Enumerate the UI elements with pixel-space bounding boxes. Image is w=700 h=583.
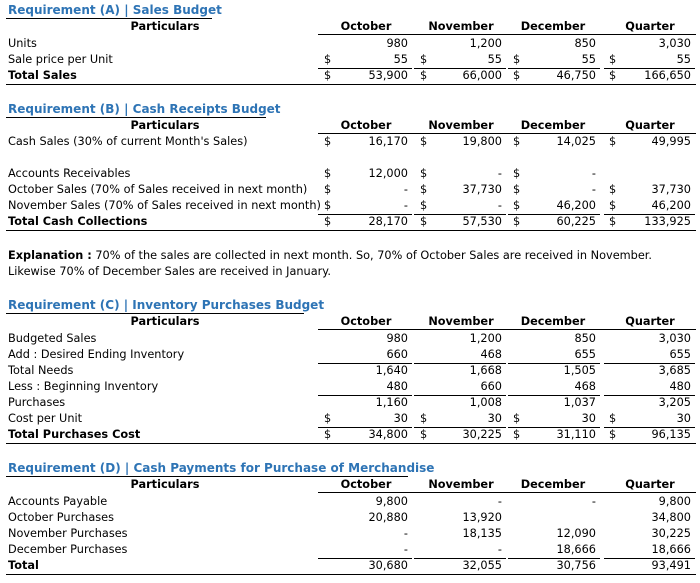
cell-value: 980 — [386, 37, 408, 50]
total-line — [414, 363, 506, 364]
table-row — [0, 395, 700, 411]
cell-value: 57,530 — [462, 215, 502, 228]
explanation-paragraph — [8, 248, 696, 280]
table-row — [0, 427, 700, 443]
cell-value: 20,880 — [368, 511, 408, 524]
total-line — [318, 427, 412, 428]
total-line — [414, 558, 506, 559]
cell-value: 3,030 — [658, 332, 691, 345]
column-header-row — [0, 478, 700, 492]
table-row — [0, 214, 700, 230]
total-line — [508, 558, 600, 559]
total-line — [414, 427, 506, 428]
cell-value: 60,225 — [556, 215, 596, 228]
month-header: November — [428, 20, 494, 33]
cell-value: - — [497, 495, 502, 508]
cell-value: 66,000 — [462, 69, 502, 82]
currency-symbol: $ — [609, 412, 617, 425]
cell-value: - — [403, 543, 408, 556]
currency-symbol: $ — [324, 183, 332, 196]
month-header: December — [520, 478, 586, 491]
month-header: October — [340, 119, 392, 132]
total-line — [318, 363, 412, 364]
table-row — [0, 182, 700, 198]
cell-value: 16,170 — [368, 135, 408, 148]
row-underline — [6, 574, 696, 575]
section-title: Requirement (C) | Inventory Purchases Budget — [8, 298, 325, 312]
cell-value: 1,200 — [469, 37, 502, 50]
cell-value: 14,025 — [556, 135, 596, 148]
table-row — [0, 510, 700, 526]
total-line — [508, 395, 600, 396]
section-title: Requirement (A) | Sales Budget — [8, 3, 222, 17]
cell-value: 30 — [487, 412, 502, 425]
cell-value: 12,000 — [368, 167, 408, 180]
cell-value: 1,505 — [563, 364, 596, 377]
month-header: December — [520, 20, 586, 33]
month-header: December — [520, 315, 586, 328]
currency-symbol: $ — [420, 199, 428, 212]
total-line — [604, 427, 695, 428]
cell-value: - — [497, 199, 502, 212]
cell-value: 28,170 — [368, 215, 408, 228]
currency-symbol: $ — [420, 428, 428, 441]
cell-value: - — [591, 183, 596, 196]
total-line — [604, 558, 695, 559]
header-underline — [318, 329, 696, 330]
cell-value: 37,730 — [462, 183, 502, 196]
title-underline — [6, 476, 408, 477]
month-header: October — [340, 478, 392, 491]
month-header: October — [340, 20, 392, 33]
currency-symbol: $ — [324, 412, 332, 425]
cell-value: 18,666 — [651, 543, 691, 556]
cell-value: 37,730 — [651, 183, 691, 196]
table-row — [0, 166, 700, 182]
cell-value: 30,225 — [651, 527, 691, 540]
header-underline — [318, 34, 696, 35]
month-header: November — [428, 315, 494, 328]
cell-value: 18,666 — [556, 543, 596, 556]
cell-value: 46,200 — [556, 199, 596, 212]
month-header: November — [428, 119, 494, 132]
total-line — [604, 68, 695, 69]
total-line — [508, 68, 600, 69]
currency-symbol: $ — [609, 199, 617, 212]
currency-symbol: $ — [324, 69, 332, 82]
month-header: November — [428, 478, 494, 491]
total-line — [318, 558, 412, 559]
row-label: Budgeted Sales — [8, 332, 97, 345]
total-line — [604, 363, 695, 364]
table-row — [0, 558, 700, 574]
currency-symbol: $ — [609, 135, 617, 148]
currency-symbol: $ — [324, 215, 332, 228]
cell-value: 93,491 — [651, 559, 691, 572]
currency-symbol: $ — [420, 183, 428, 196]
month-header: Quarter — [625, 119, 675, 132]
cell-value: 655 — [574, 348, 596, 361]
cell-value: 468 — [480, 348, 502, 361]
row-underline — [6, 443, 696, 444]
row-label: Total Purchases Cost — [8, 428, 141, 441]
cell-value: 34,800 — [368, 428, 408, 441]
cell-value: 12,090 — [556, 527, 596, 540]
cell-value: 9,800 — [375, 495, 408, 508]
cell-value: 18,135 — [462, 527, 502, 540]
currency-symbol: $ — [324, 135, 332, 148]
cell-value: 34,800 — [651, 511, 691, 524]
cell-value: 850 — [574, 37, 596, 50]
currency-symbol: $ — [513, 135, 521, 148]
month-header: December — [520, 119, 586, 132]
cell-value: - — [403, 527, 408, 540]
row-label: Units — [8, 37, 37, 50]
row-label: Less : Beginning Inventory — [8, 380, 159, 393]
currency-symbol: $ — [324, 167, 332, 180]
total-line — [604, 395, 695, 396]
cell-value: 9,800 — [658, 495, 691, 508]
currency-symbol: $ — [513, 215, 521, 228]
section-title: Requirement (D) | Cash Payments for Purchase of Merchandise — [8, 461, 435, 475]
cell-value: 133,925 — [644, 215, 691, 228]
total-line — [318, 68, 412, 69]
particulars-header: Particulars — [130, 119, 200, 132]
total-line — [414, 395, 506, 396]
cell-value: 55 — [581, 53, 596, 66]
column-header-row — [0, 119, 700, 133]
cell-value: 30 — [581, 412, 596, 425]
column-header-row — [0, 315, 700, 329]
cell-value: 1,668 — [469, 364, 502, 377]
table-row — [0, 411, 700, 427]
cell-value: 1,160 — [375, 396, 408, 409]
cell-value: 46,750 — [556, 69, 596, 82]
cell-value: - — [591, 495, 596, 508]
total-line — [508, 363, 600, 364]
table-row — [0, 198, 700, 214]
cell-value: 3,205 — [658, 396, 691, 409]
currency-symbol: $ — [609, 215, 617, 228]
row-label: October Sales (70% of Sales received in next month) — [8, 183, 308, 196]
month-header: Quarter — [625, 478, 675, 491]
particulars-header: Particulars — [130, 478, 200, 491]
cell-value: 55 — [393, 53, 408, 66]
cell-value: 1,200 — [469, 332, 502, 345]
row-label: October Purchases — [8, 511, 114, 524]
table-row — [0, 36, 700, 52]
title-underline — [6, 18, 212, 19]
row-label: Total — [8, 559, 39, 572]
month-header: Quarter — [625, 20, 675, 33]
row-label: Total Needs — [8, 364, 74, 377]
cell-value: 55 — [487, 53, 502, 66]
currency-symbol: $ — [513, 412, 521, 425]
cell-value: 1,640 — [375, 364, 408, 377]
row-label: Cost per Unit — [8, 412, 83, 425]
cell-value: 30,680 — [368, 559, 408, 572]
total-line — [508, 427, 600, 428]
total-line — [508, 214, 600, 215]
cell-value: 96,135 — [651, 428, 691, 441]
currency-symbol: $ — [420, 135, 428, 148]
table-row — [0, 347, 700, 363]
total-line — [318, 395, 412, 396]
total-line — [604, 214, 695, 215]
title-underline — [6, 313, 304, 314]
row-label: Sale price per Unit — [8, 53, 113, 66]
cell-value: 850 — [574, 332, 596, 345]
row-label: Add : Desired Ending Inventory — [8, 348, 185, 361]
particulars-header: Particulars — [130, 315, 200, 328]
cell-value: 32,055 — [462, 559, 502, 572]
currency-symbol: $ — [609, 428, 617, 441]
currency-symbol: $ — [513, 428, 521, 441]
row-label: November Sales (70% of Sales received in next month) — [8, 199, 321, 212]
row-label: Total Cash Collections — [8, 215, 148, 228]
cell-value: 660 — [480, 380, 502, 393]
month-header: Quarter — [625, 315, 675, 328]
cell-value: 53,900 — [368, 69, 408, 82]
section-title: Requirement (B) | Cash Receipts Budget — [8, 102, 281, 116]
total-line — [318, 214, 412, 215]
currency-symbol: $ — [513, 69, 521, 82]
row-underline — [6, 230, 696, 231]
currency-symbol: $ — [324, 199, 332, 212]
cell-value: 31,110 — [556, 428, 596, 441]
cell-value: 30,225 — [462, 428, 502, 441]
currency-symbol: $ — [513, 199, 521, 212]
cell-value: 3,685 — [658, 364, 691, 377]
cell-value: 3,030 — [658, 37, 691, 50]
table-row — [0, 52, 700, 68]
particulars-header: Particulars — [130, 20, 200, 33]
currency-symbol: $ — [609, 53, 617, 66]
currency-symbol: $ — [513, 167, 521, 180]
cell-value: 1,008 — [469, 396, 502, 409]
currency-symbol: $ — [513, 53, 521, 66]
total-line — [414, 214, 506, 215]
table-row — [0, 331, 700, 347]
row-label: December Purchases — [8, 543, 128, 556]
cell-value: 46,200 — [651, 199, 691, 212]
row-label: Accounts Receivables — [8, 167, 131, 180]
cell-value: 166,650 — [644, 69, 691, 82]
cell-value: 480 — [669, 380, 691, 393]
currency-symbol: $ — [609, 69, 617, 82]
title-underline — [6, 117, 266, 118]
currency-symbol: $ — [324, 428, 332, 441]
currency-symbol: $ — [513, 183, 521, 196]
cell-value: 980 — [386, 332, 408, 345]
cell-value: - — [497, 167, 502, 180]
table-row — [0, 363, 700, 379]
cell-value: 49,995 — [651, 135, 691, 148]
cell-value: 468 — [574, 380, 596, 393]
table-row — [0, 526, 700, 542]
cell-value: 55 — [676, 53, 691, 66]
cell-value: 655 — [669, 348, 691, 361]
cell-value: 30 — [676, 412, 691, 425]
cell-value: - — [591, 167, 596, 180]
cell-value: 1,037 — [563, 396, 596, 409]
currency-symbol: $ — [420, 412, 428, 425]
cell-value: 660 — [386, 348, 408, 361]
row-label: Total Sales — [8, 69, 77, 82]
month-header: October — [340, 315, 392, 328]
table-row — [0, 542, 700, 558]
currency-symbol: $ — [420, 215, 428, 228]
header-underline — [318, 492, 696, 493]
currency-symbol: $ — [420, 167, 428, 180]
total-line — [414, 68, 506, 69]
cell-value: - — [497, 543, 502, 556]
cell-value: 19,800 — [462, 135, 502, 148]
row-label: November Purchases — [8, 527, 128, 540]
cell-value: 13,920 — [462, 511, 502, 524]
cell-value: 480 — [386, 380, 408, 393]
table-row — [0, 494, 700, 510]
currency-symbol: $ — [609, 183, 617, 196]
currency-symbol: $ — [420, 53, 428, 66]
currency-symbol: $ — [420, 69, 428, 82]
table-row — [0, 134, 700, 150]
row-label: Purchases — [8, 396, 66, 409]
explanation-text: 70% of the sales are collected in next month. So, 70% of October Sales are received in November. Likewise 70% of December Sales are received in January. — [8, 249, 652, 278]
cell-value: 30,756 — [556, 559, 596, 572]
row-label: Accounts Payable — [8, 495, 108, 508]
currency-symbol: $ — [324, 53, 332, 66]
row-underline — [6, 84, 696, 85]
row-label: Cash Sales (30% of current Month's Sales) — [8, 135, 248, 148]
table-row — [0, 379, 700, 395]
cell-value: 30 — [393, 412, 408, 425]
explanation-label: Explanation : — [8, 249, 92, 262]
table-row — [0, 68, 700, 84]
column-header-row — [0, 20, 700, 34]
cell-value: - — [403, 199, 408, 212]
cell-value: - — [403, 183, 408, 196]
